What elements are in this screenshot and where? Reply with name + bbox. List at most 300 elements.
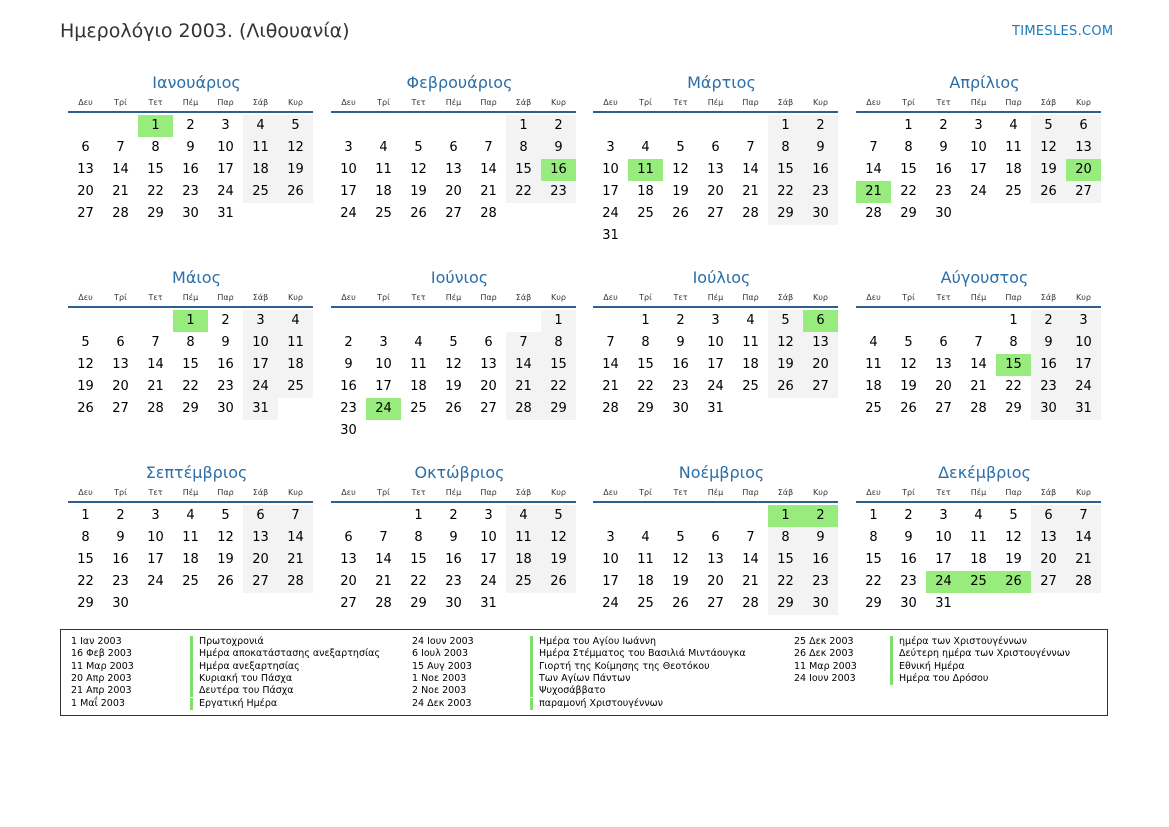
day-cell: 11	[375, 162, 392, 177]
day-cell: 31	[217, 206, 234, 221]
day-cell: 7	[869, 140, 878, 155]
weekday-label: Δευ	[603, 98, 618, 107]
day-cell: 18	[637, 574, 654, 589]
day-cell: 2	[541, 115, 576, 137]
day-cell: 29	[147, 206, 164, 221]
days-grid	[593, 113, 838, 247]
day-cell: 8	[1009, 335, 1018, 350]
day-cell: 24	[970, 184, 987, 199]
empty-cell	[331, 505, 366, 527]
day-cell: 30	[803, 593, 838, 615]
month-name: Αύγουστος	[940, 268, 1029, 287]
day-cell: 4	[746, 313, 755, 328]
day-cell: 19	[278, 159, 313, 181]
day-cell: 16	[900, 552, 917, 567]
day-cell: 14	[602, 357, 619, 372]
day-cell: 6	[243, 505, 278, 527]
day-cell: 13	[707, 552, 724, 567]
day-cell: 25	[1005, 184, 1022, 199]
day-cell: 23	[1031, 376, 1066, 398]
weekday-label: Κυρ	[551, 98, 566, 107]
day-cell: 2	[676, 313, 685, 328]
weekday-label: Τρί	[639, 98, 652, 107]
weekday-label: Τετ	[411, 488, 426, 497]
day-cell: 3	[151, 508, 160, 523]
weekday-label: Σάβ	[777, 293, 794, 302]
day-cell: 9	[676, 335, 685, 350]
day-cell: 30	[112, 596, 129, 611]
day-cell: 29	[77, 596, 94, 611]
weekday-label: Τετ	[148, 98, 163, 107]
day-cell: 31	[935, 596, 952, 611]
day-cell: 7	[278, 505, 313, 527]
day-cell: 18	[742, 357, 759, 372]
day-cell: 7	[506, 332, 541, 354]
day-cell: 24	[926, 571, 961, 593]
day-cell: 7	[151, 335, 160, 350]
day-cell: 15	[996, 354, 1031, 376]
day-cell: 17	[147, 552, 164, 567]
weekday-label: Παρ	[1005, 98, 1022, 107]
day-cell: 10	[243, 332, 278, 354]
day-cell: 15	[541, 354, 576, 376]
day-cell: 27	[243, 571, 278, 593]
day-cell: 14	[865, 162, 882, 177]
weekday-label: Σάβ	[252, 293, 269, 302]
day-cell: 2	[221, 313, 230, 328]
day-cell: 20	[1066, 159, 1101, 181]
holiday-legend	[60, 629, 1108, 716]
day-cell: 5	[541, 505, 576, 527]
day-cell: 1	[1009, 313, 1018, 328]
day-cell: 28	[970, 401, 987, 416]
day-cell: 25	[742, 379, 759, 394]
legend-holiday-name: Ημέρα του Αγίου Ιωάννη	[530, 636, 656, 648]
day-cell: 8	[869, 530, 878, 545]
month-calendar	[593, 463, 838, 615]
day-cell: 17	[707, 357, 724, 372]
day-cell: 14	[742, 552, 759, 567]
day-cell: 27	[707, 596, 724, 611]
day-cell: 22	[541, 376, 576, 398]
weekday-label: Τρί	[377, 293, 390, 302]
weekday-label: Δευ	[78, 293, 93, 302]
day-cell: 23	[182, 184, 199, 199]
day-cell: 4	[186, 508, 195, 523]
legend-holiday-name: Εργατική Ημέρα	[190, 698, 277, 710]
day-cell: 11	[742, 335, 759, 350]
day-cell: 1	[81, 508, 90, 523]
empty-cell	[856, 115, 891, 137]
day-cell: 13	[1066, 137, 1101, 159]
day-cell: 8	[81, 530, 90, 545]
day-cell: 1	[506, 115, 541, 137]
day-cell: 4	[641, 530, 650, 545]
day-cell: 26	[768, 376, 803, 398]
day-cell: 31	[480, 596, 497, 611]
day-cell: 23	[445, 574, 462, 589]
weekday-label: Δευ	[78, 98, 93, 107]
weekday-label: Κυρ	[288, 98, 303, 107]
day-cell: 17	[935, 552, 952, 567]
legend-date: 24 Ιουν 2003	[794, 672, 856, 684]
day-cell: 7	[974, 335, 983, 350]
day-cell: 23	[900, 574, 917, 589]
day-cell: 2	[344, 335, 353, 350]
day-cell: 3	[484, 508, 493, 523]
day-cell: 6	[81, 140, 90, 155]
month-name: Φεβρουάριος	[406, 73, 513, 92]
day-cell: 29	[865, 596, 882, 611]
day-cell: 19	[410, 184, 427, 199]
weekday-label: Δευ	[341, 488, 356, 497]
day-cell: 24	[1066, 376, 1101, 398]
weekday-label: Δευ	[78, 488, 93, 497]
empty-cell	[628, 115, 663, 137]
day-cell: 15	[900, 162, 917, 177]
day-cell: 23	[541, 181, 576, 203]
day-cell: 23	[803, 181, 838, 203]
day-cell: 20	[112, 379, 129, 394]
weekday-label: Κυρ	[551, 293, 566, 302]
weekday-label: Τρί	[902, 488, 915, 497]
weekday-header	[68, 97, 313, 113]
day-cell: 15	[768, 549, 803, 571]
month-name: Μάιος	[172, 268, 221, 287]
legend-date: 1 Ιαν 2003	[71, 636, 122, 647]
day-cell: 3	[606, 140, 615, 155]
empty-cell	[663, 505, 698, 527]
legend-date: 2 Νοε 2003	[412, 685, 467, 697]
day-cell: 17	[340, 184, 357, 199]
day-cell: 16	[217, 357, 234, 372]
day-cell: 20	[1031, 549, 1066, 571]
month-name: Δεκέμβριος	[938, 463, 1031, 482]
day-cell: 14	[970, 357, 987, 372]
empty-cell	[926, 310, 961, 332]
day-cell: 6	[1066, 115, 1101, 137]
day-cell: 10	[602, 162, 619, 177]
empty-cell	[891, 310, 926, 332]
day-cell: 27	[935, 401, 952, 416]
day-cell: 30	[182, 206, 199, 221]
day-cell: 27	[480, 401, 497, 416]
day-cell: 5	[449, 335, 458, 350]
day-cell: 16	[541, 159, 576, 181]
empty-cell	[471, 115, 506, 137]
day-cell: 29	[541, 398, 576, 420]
day-cell: 27	[112, 401, 129, 416]
weekday-label: Παρ	[742, 293, 759, 302]
day-cell: 16	[340, 379, 357, 394]
day-cell: 10	[480, 530, 497, 545]
day-cell: 13	[243, 527, 278, 549]
day-cell: 9	[541, 137, 576, 159]
legend-date: 1 Μαΐ 2003	[71, 697, 125, 709]
empty-cell	[733, 115, 768, 137]
day-cell: 7	[746, 140, 755, 155]
day-cell: 5	[1031, 115, 1066, 137]
empty-cell	[331, 310, 366, 332]
day-cell: 4	[278, 310, 313, 332]
day-cell: 9	[186, 140, 195, 155]
legend-date: 11 Μαρ 2003	[71, 660, 134, 672]
weekday-label: Δευ	[866, 98, 881, 107]
weekday-label: Παρ	[217, 98, 234, 107]
days-grid	[68, 113, 313, 225]
day-cell: 26	[996, 571, 1031, 593]
day-cell: 26	[278, 181, 313, 203]
month-name: Οκτώβριος	[414, 463, 505, 482]
weekday-label: Πέμ	[970, 98, 987, 107]
day-cell: 23	[217, 379, 234, 394]
day-cell: 5	[278, 115, 313, 137]
day-cell: 22	[637, 379, 654, 394]
day-cell: 15	[182, 357, 199, 372]
day-cell: 20	[707, 184, 724, 199]
weekday-label: Τετ	[936, 293, 951, 302]
day-cell: 10	[970, 140, 987, 155]
legend-holiday-name: Γιορτή της Κοίμησης της Θεοτόκου	[530, 661, 710, 673]
day-cell: 4	[414, 335, 423, 350]
weekday-label: Τετ	[148, 293, 163, 302]
day-cell: 11	[278, 332, 313, 354]
weekday-label: Δευ	[866, 293, 881, 302]
day-cell: 1	[173, 310, 208, 332]
day-cell: 21	[970, 379, 987, 394]
day-cell: 25	[410, 401, 427, 416]
day-cell: 1	[138, 115, 173, 137]
legend-holiday-name: Ημέρα αποκατάστασης ανεξαρτησίας	[190, 648, 380, 660]
weekday-label: Σάβ	[1040, 293, 1057, 302]
day-cell: 20	[803, 354, 838, 376]
month-name: Απρίλιος	[949, 73, 1020, 92]
day-cell: 14	[506, 354, 541, 376]
day-cell: 6	[116, 335, 125, 350]
day-cell: 25	[243, 181, 278, 203]
day-cell: 25	[637, 596, 654, 611]
day-cell: 24	[366, 398, 401, 420]
day-cell: 22	[147, 184, 164, 199]
days-grid	[593, 503, 838, 615]
day-cell: 30	[217, 401, 234, 416]
weekday-label: Παρ	[480, 293, 497, 302]
day-cell: 15	[768, 159, 803, 181]
day-cell: 19	[768, 354, 803, 376]
day-cell: 28	[112, 206, 129, 221]
brand-link[interactable]: TIMESLES.COM	[1012, 24, 1114, 39]
weekday-label: Κυρ	[288, 293, 303, 302]
day-cell: 11	[506, 527, 541, 549]
legend-holiday-name: Κυριακή του Πάσχα	[190, 673, 292, 685]
day-cell: 15	[637, 357, 654, 372]
day-cell: 19	[672, 184, 689, 199]
weekday-label: Σάβ	[1040, 98, 1057, 107]
day-cell: 15	[410, 552, 427, 567]
day-cell: 20	[243, 549, 278, 571]
day-cell: 20	[707, 574, 724, 589]
day-cell: 26	[672, 206, 689, 221]
day-cell: 25	[375, 206, 392, 221]
day-cell: 26	[77, 401, 94, 416]
legend-date: 11 Μαρ 2003	[794, 660, 857, 672]
day-cell: 8	[186, 335, 195, 350]
day-cell: 25	[506, 571, 541, 593]
empty-cell	[471, 310, 506, 332]
day-cell: 26	[900, 401, 917, 416]
day-cell: 13	[803, 332, 838, 354]
weekday-label: Πέμ	[970, 488, 987, 497]
day-cell: 7	[116, 140, 125, 155]
day-cell: 2	[116, 508, 125, 523]
day-cell: 11	[865, 357, 882, 372]
day-cell: 29	[1005, 401, 1022, 416]
empty-cell	[103, 115, 138, 137]
day-cell: 28	[742, 596, 759, 611]
day-cell: 7	[484, 140, 493, 155]
day-cell: 8	[904, 140, 913, 155]
day-cell: 31	[707, 401, 724, 416]
day-cell: 13	[112, 357, 129, 372]
month-name: Ιούλιος	[692, 268, 751, 287]
month-calendar	[593, 73, 838, 247]
day-cell: 24	[707, 379, 724, 394]
day-cell: 25	[961, 571, 996, 593]
day-cell: 2	[803, 505, 838, 527]
day-cell: 22	[506, 181, 541, 203]
day-cell: 5	[1009, 508, 1018, 523]
days-grid	[331, 113, 576, 225]
day-cell: 25	[637, 206, 654, 221]
day-cell: 28	[742, 206, 759, 221]
day-cell: 7	[606, 335, 615, 350]
day-cell: 23	[803, 571, 838, 593]
day-cell: 9	[904, 530, 913, 545]
day-cell: 17	[970, 162, 987, 177]
day-cell: 21	[506, 376, 541, 398]
day-cell: 10	[375, 357, 392, 372]
day-cell: 5	[81, 335, 90, 350]
day-cell: 4	[243, 115, 278, 137]
weekday-header	[856, 487, 1101, 503]
day-cell: 16	[182, 162, 199, 177]
day-cell: 23	[340, 401, 357, 416]
weekday-label: Σάβ	[777, 98, 794, 107]
day-cell: 23	[672, 379, 689, 394]
day-cell: 1	[768, 505, 803, 527]
weekday-label: Σάβ	[777, 488, 794, 497]
empty-cell	[698, 115, 733, 137]
weekday-header	[856, 292, 1101, 308]
day-cell: 12	[1031, 137, 1066, 159]
day-cell: 29	[182, 401, 199, 416]
weekday-label: Παρ	[480, 488, 497, 497]
day-cell: 21	[1066, 549, 1101, 571]
weekday-label: Δευ	[341, 293, 356, 302]
day-cell: 12	[672, 162, 689, 177]
legend-date: 1 Νοε 2003	[412, 672, 467, 684]
day-cell: 28	[147, 401, 164, 416]
weekday-label: Παρ	[217, 488, 234, 497]
weekday-label: Τρί	[639, 293, 652, 302]
weekday-label: Τετ	[936, 98, 951, 107]
weekday-label: Τετ	[673, 293, 688, 302]
day-cell: 1	[414, 508, 423, 523]
day-cell: 27	[445, 206, 462, 221]
day-cell: 21	[856, 181, 891, 203]
day-cell: 14	[742, 162, 759, 177]
day-cell: 22	[768, 181, 803, 203]
day-cell: 20	[77, 184, 94, 199]
day-cell: 12	[1005, 530, 1022, 545]
days-grid	[856, 503, 1101, 615]
day-cell: 8	[768, 137, 803, 159]
day-cell: 4	[506, 505, 541, 527]
day-cell: 21	[147, 379, 164, 394]
day-cell: 10	[340, 162, 357, 177]
days-grid	[856, 113, 1101, 225]
legend-date: 15 Αυγ 2003	[412, 660, 472, 672]
day-cell: 14	[112, 162, 129, 177]
weekday-label: Δευ	[603, 488, 618, 497]
day-cell: 30	[445, 596, 462, 611]
weekday-label: Πέμ	[707, 293, 724, 302]
day-cell: 13	[707, 162, 724, 177]
weekday-label: Σάβ	[515, 98, 532, 107]
legend-date: 16 Φεβ 2003	[71, 648, 132, 660]
empty-cell	[138, 310, 173, 332]
day-cell: 22	[865, 574, 882, 589]
month-calendar	[856, 73, 1101, 225]
month-calendar	[856, 268, 1101, 420]
legend-date: 25 Δεκ 2003	[794, 636, 854, 647]
weekday-header	[68, 292, 313, 308]
empty-cell	[628, 505, 663, 527]
month-calendar	[68, 73, 313, 225]
day-cell: 16	[803, 549, 838, 571]
day-cell: 9	[939, 140, 948, 155]
day-cell: 28	[1066, 571, 1101, 593]
empty-cell	[436, 115, 471, 137]
empty-cell	[593, 115, 628, 137]
day-cell: 3	[974, 118, 983, 133]
day-cell: 21	[375, 574, 392, 589]
month-name: Νοέμβριος	[678, 463, 765, 482]
day-cell: 29	[768, 593, 803, 615]
day-cell: 13	[480, 357, 497, 372]
month-calendar	[331, 463, 576, 615]
day-cell: 8	[768, 527, 803, 549]
weekday-label: Τρί	[377, 488, 390, 497]
weekday-header	[593, 292, 838, 308]
day-cell: 29	[768, 203, 803, 225]
day-cell: 19	[1005, 552, 1022, 567]
day-cell: 22	[77, 574, 94, 589]
day-cell: 26	[672, 596, 689, 611]
weekday-label: Κυρ	[288, 488, 303, 497]
day-cell: 11	[243, 137, 278, 159]
day-cell: 30	[803, 203, 838, 225]
day-cell: 15	[147, 162, 164, 177]
month-name: Ιούνιος	[430, 268, 489, 287]
day-cell: 18	[375, 184, 392, 199]
weekday-label: Δευ	[341, 98, 356, 107]
empty-cell	[366, 505, 401, 527]
legend-date: 24 Δεκ 2003	[412, 697, 472, 709]
day-cell: 24	[602, 596, 619, 611]
day-cell: 20	[935, 379, 952, 394]
weekday-label: Παρ	[1005, 293, 1022, 302]
